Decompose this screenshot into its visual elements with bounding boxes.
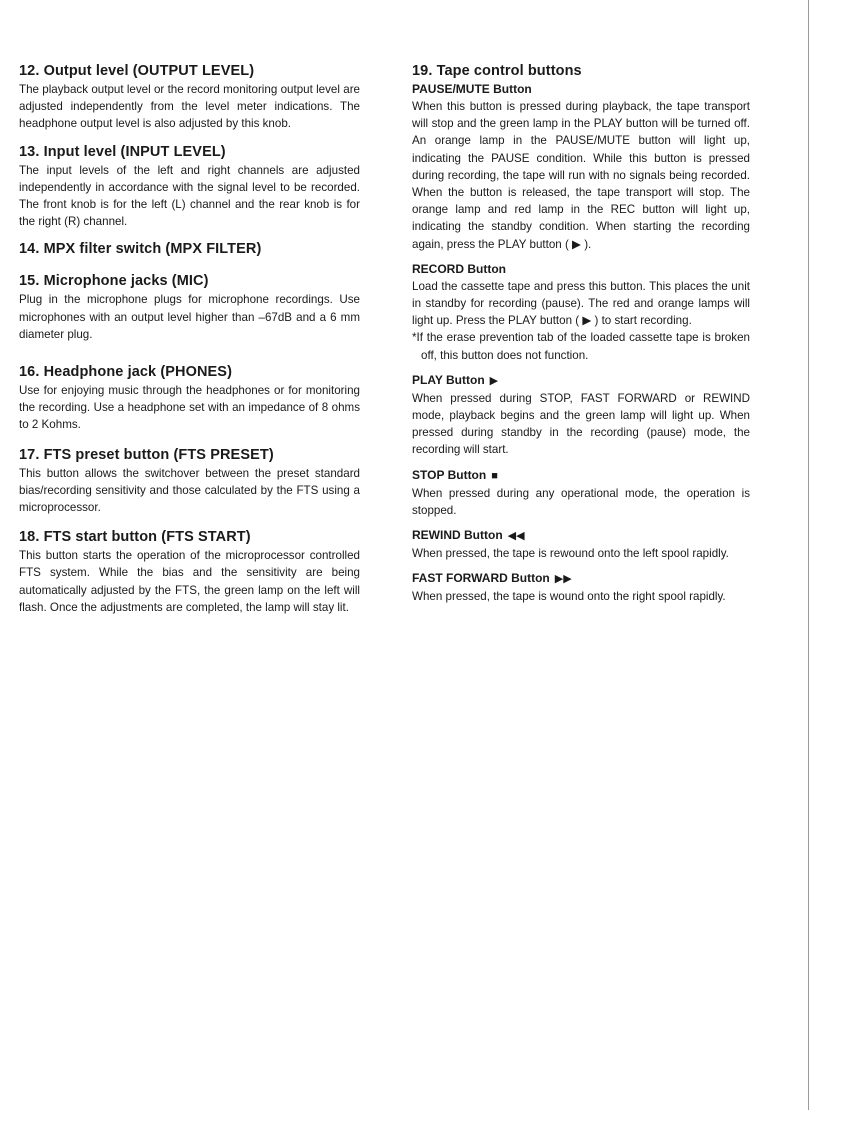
- section-fts-start: [19, 528, 360, 616]
- text-pause-button: When this button is pressed during playback, the tape transport will stop and the green lamp in the PLAY button will be turned off. An orange lamp in the PAUSE/MUTE button will light up, indicating the PAUSE condition. While this button is pressed during recording, the tape will run with no signals being recorded. When the button is released, the tape transport will stop. The orange lamp and red lamp in the REC button will light up, indicating the standby condition. When starting the recording again, press the PLAY button ( ▶ ).: [412, 100, 750, 251]
- text-mic: Plug in the microphone plugs for microphone recordings. Use microphones with an output level higher than –67dB and a 6 mm diameter plug.: [19, 293, 360, 341]
- left-column: [19, 62, 360, 616]
- section-stop: [412, 467, 750, 519]
- text-rewind-button: When pressed, the tape is rewound onto the left spool rapidly.: [412, 547, 729, 561]
- text-fts-start: This button starts the operation of the microprocessor controlled FTS system. While the bias and the sensitivity are being automatically adjusted by the FTS, the green lamp on the left will flash. Once the adjustments are completed, the lamp will stay lit.: [19, 549, 360, 614]
- heading-input-level: 13. Input level (INPUT LEVEL): [19, 143, 226, 160]
- section-input-level: [19, 143, 360, 231]
- record-note: *If the erase prevention tab of the loaded cassette tape is broken off, this button does not function.: [412, 331, 750, 362]
- text-play-button: When pressed during STOP, FAST FORWARD or REWIND mode, playback begins and the green lamp will light up. When pressed during standby in the recording (pause) mode, the recording will start.: [412, 391, 750, 457]
- heading-phones: 16. Headphone jack (PHONES): [19, 364, 233, 381]
- section-play: [412, 372, 750, 459]
- rewind-icon: ◀◀: [507, 530, 525, 543]
- heading-mic: 15. Microphone jacks (MIC): [19, 273, 209, 290]
- stop-icon: ■: [491, 469, 498, 482]
- fast-forward-icon: ▶▶: [554, 573, 572, 586]
- section-record: [412, 261, 750, 364]
- text-stop-button: When pressed during any operational mode, the operation is stopped.: [412, 486, 750, 517]
- section-pause: [412, 81, 750, 253]
- section-fast-forward: [412, 570, 750, 605]
- stop-label-text: STOP Button: [412, 467, 487, 482]
- text-input-level: The input levels of the left and right channels are adjusted independently in accordance with the signal level to be recorded. The front knob is for the left (L) channel and the rear knob is for the right (R) channel.: [19, 163, 360, 229]
- heading-mpx-filter: 14. MPX filter switch (MPX FILTER): [19, 241, 262, 258]
- label-play-button: [412, 372, 750, 389]
- text-record-button: Load the cassette tape and press this button. This places the unit in standby for recording (pause). The red and orange lamps will light up. Press the PLAY button ( ▶ ) to start recording.: [412, 279, 750, 328]
- text-ff-button: When pressed, the tape is wound onto the right spool rapidly.: [412, 590, 726, 604]
- label-stop-button: [412, 467, 750, 484]
- heading-fts-preset: 17. FTS preset button (FTS PRESET): [19, 446, 274, 463]
- heading-tape-control: 19. Tape control buttons: [412, 63, 582, 79]
- play-icon: ▶: [489, 374, 499, 387]
- page-edge-line: [808, 0, 809, 1110]
- section-mpx-filter: [19, 240, 360, 258]
- play-label-text: PLAY Button: [412, 372, 485, 387]
- section-rewind: [412, 527, 750, 562]
- label-rewind-button: [412, 527, 750, 544]
- section-output-level: [19, 62, 360, 133]
- text-fts-preset: This button allows the switchover between the preset standard bias/recording sensitivity and those calculated by the FTS using a microprocessor.: [19, 466, 360, 515]
- section-phones: [19, 363, 360, 434]
- section-mic: [19, 272, 360, 343]
- text-output-level: The playback output level or the record monitoring output level are adjusted independently from the level meter indications. The headphone output level is also adjusted by this knob.: [19, 83, 360, 131]
- text-phones: Use for enjoying music through the headphones or for monitoring the recording. Use a headphone set with an impedance of 8 ohms to 2 Kohms.: [19, 384, 360, 432]
- right-column: [412, 62, 750, 605]
- label-ff-button: [412, 570, 750, 587]
- section-fts-preset: [19, 446, 360, 517]
- heading-fts-start: 18. FTS start button (FTS START): [19, 529, 251, 546]
- label-pause-button: PAUSE/MUTE Button: [412, 82, 532, 96]
- label-record-button: RECORD Button: [412, 261, 506, 276]
- rewind-label-text: REWIND Button: [412, 528, 503, 543]
- ff-label-text: FAST FORWARD Button: [412, 571, 550, 586]
- heading-output-level: 12. Output level (OUTPUT LEVEL): [19, 63, 255, 79]
